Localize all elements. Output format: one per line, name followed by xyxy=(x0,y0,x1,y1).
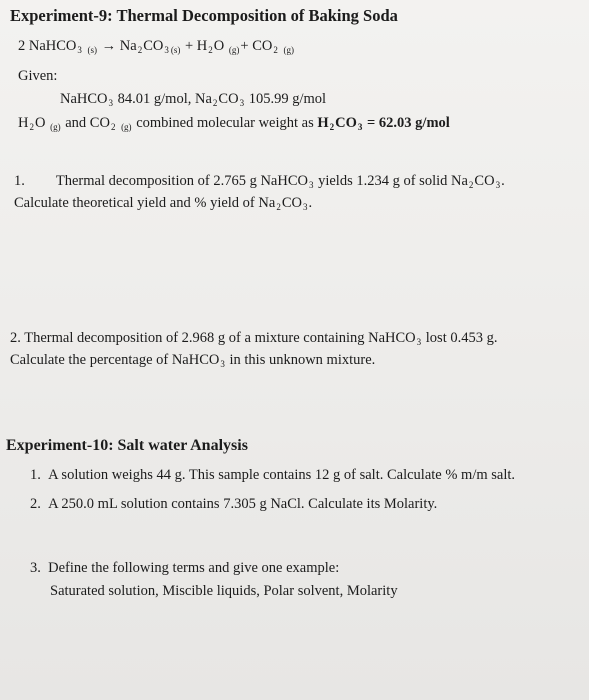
question-1-line-1: 1. Thermal decomposition of 2.765 g NaHCO$_3$ yields 1.234 g of solid $Na_2CO_3$. xyxy=(14,173,505,190)
exp10-item-1: 1. A solution weighs 44 g. This sample contains 12 g of salt. Calculate % m/m salt. xyxy=(30,467,516,483)
given-molar-masses: NaHCO$_3$ 84.01 g/mol, $Na_2CO_3$ 105.99 g/mol xyxy=(60,91,327,108)
exp9-title: Experiment-9: Thermal Decomposition of Baking Soda xyxy=(10,6,398,25)
question-2-line-1: 2. Thermal decomposition of 2.968 g of a mixture containing NaHCO$_3$ lost 0.453 g. xyxy=(10,330,498,347)
given-label: Given: xyxy=(18,68,58,84)
exp10-terms: Saturated solution, Miscible liquids, Polar solvent, Molarity xyxy=(50,583,398,599)
question-1-line-2: Calculate theoretical yield and % yield of $Na_2CO_3$. xyxy=(14,195,313,212)
question-2-line-2: Calculate the percentage of NaHCO$_3$ in this unknown mixture. xyxy=(10,352,376,369)
combined-molecular-weight: $H_2O$ $_{(g)}$ and $CO_2$ $_{(g)}$ combined molecular weight as $H_2CO_3 = 62.03$ g/mol xyxy=(18,115,450,132)
exp10-item-2: 2. A 250.0 mL solution contains 7.305 g NaCl. Calculate its Molarity. xyxy=(30,496,438,512)
exp10-item-3: 3. Define the following terms and give one example: xyxy=(30,560,340,576)
reaction-equation: 2 NaHCO$_3$ $_{(s)} \to Na_2CO_3$ $_{(s)} + H_2O$ $_{(g)}+ CO_2$ $_{(g)}$ xyxy=(18,38,294,55)
exp10-title: Experiment-10: Salt water Analysis xyxy=(6,437,248,454)
arrow-icon: → xyxy=(101,38,117,54)
